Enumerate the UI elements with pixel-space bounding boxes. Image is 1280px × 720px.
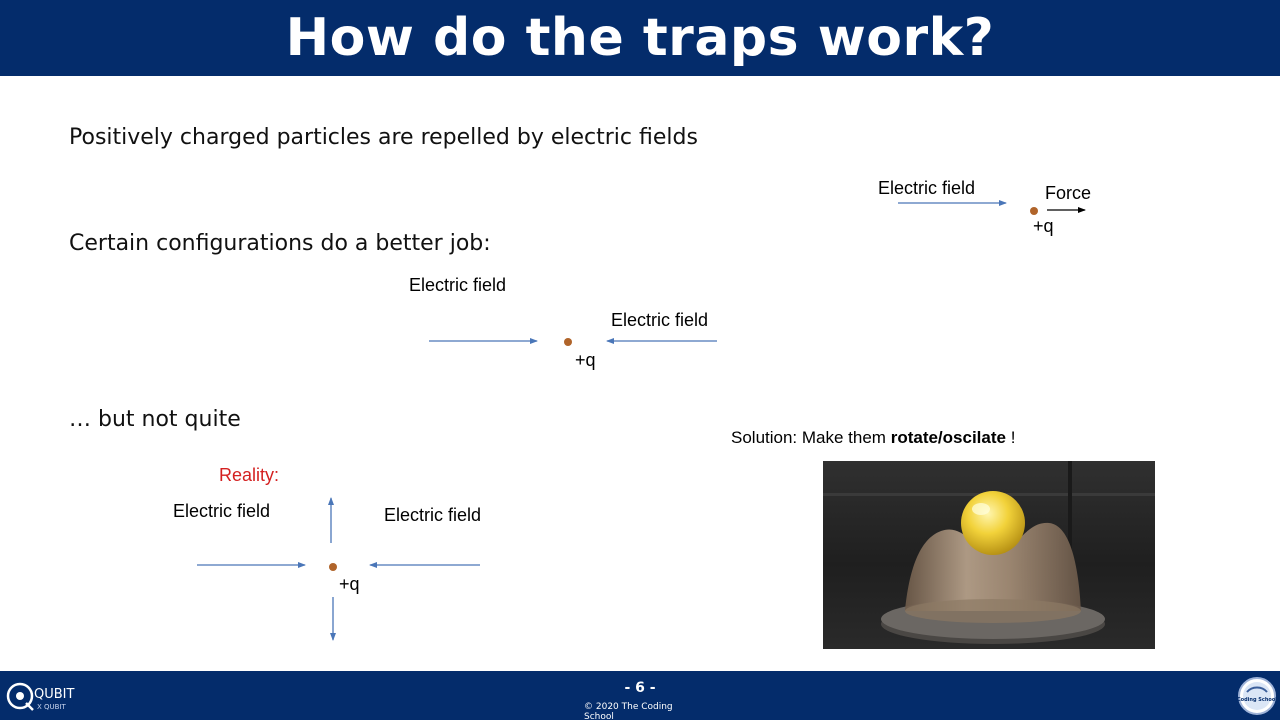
force-label: Force (1045, 183, 1092, 203)
statement-configurations: Certain configurations do a better job: (69, 231, 491, 256)
reality-particle (329, 563, 337, 571)
qubit-logo-mark (4, 679, 84, 713)
statement-not-quite: … but not quite (69, 407, 241, 432)
saddle-illustration (823, 461, 1155, 649)
qubit-logo (4, 679, 84, 713)
double-charge-label: +q (575, 350, 596, 370)
coding-school-logo (1237, 676, 1277, 716)
reality-label: Reality: (219, 465, 280, 485)
coding-school-logo-mark (1237, 676, 1277, 716)
rotating-saddle-photo (823, 461, 1155, 649)
single-field-label: Electric field (878, 178, 976, 198)
double-field-label-right: Electric field (611, 310, 709, 330)
qubit-logo-text: QUBIT (34, 687, 75, 702)
single-charge-label: +q (1033, 216, 1054, 236)
copyright: © 2020 The Coding School (584, 702, 673, 720)
solution-emphasis: rotate/oscilate (890, 428, 1006, 447)
reality-field-label-left: Electric field (173, 501, 271, 521)
title-bar (0, 0, 1280, 76)
single-particle (1030, 207, 1038, 215)
slide-title: How do the traps work? (285, 8, 995, 68)
coding-school-logo-text: Coding School (1237, 697, 1277, 703)
reality-charge-label: +q (339, 574, 360, 594)
double-field-label-left: Electric field (409, 275, 507, 295)
statement-repelled: Positively charged particles are repelled by electric fields (69, 125, 698, 150)
qubit-logo-sub: X QUBIT (37, 703, 66, 711)
double-particle (564, 338, 572, 346)
reality-field-label-right: Electric field (384, 505, 482, 525)
solution-text (731, 428, 1015, 448)
solution-prefix: Solution: Make them (731, 428, 891, 447)
page-number: - 6 - (624, 680, 656, 696)
solution-suffix: ! (1005, 428, 1016, 447)
